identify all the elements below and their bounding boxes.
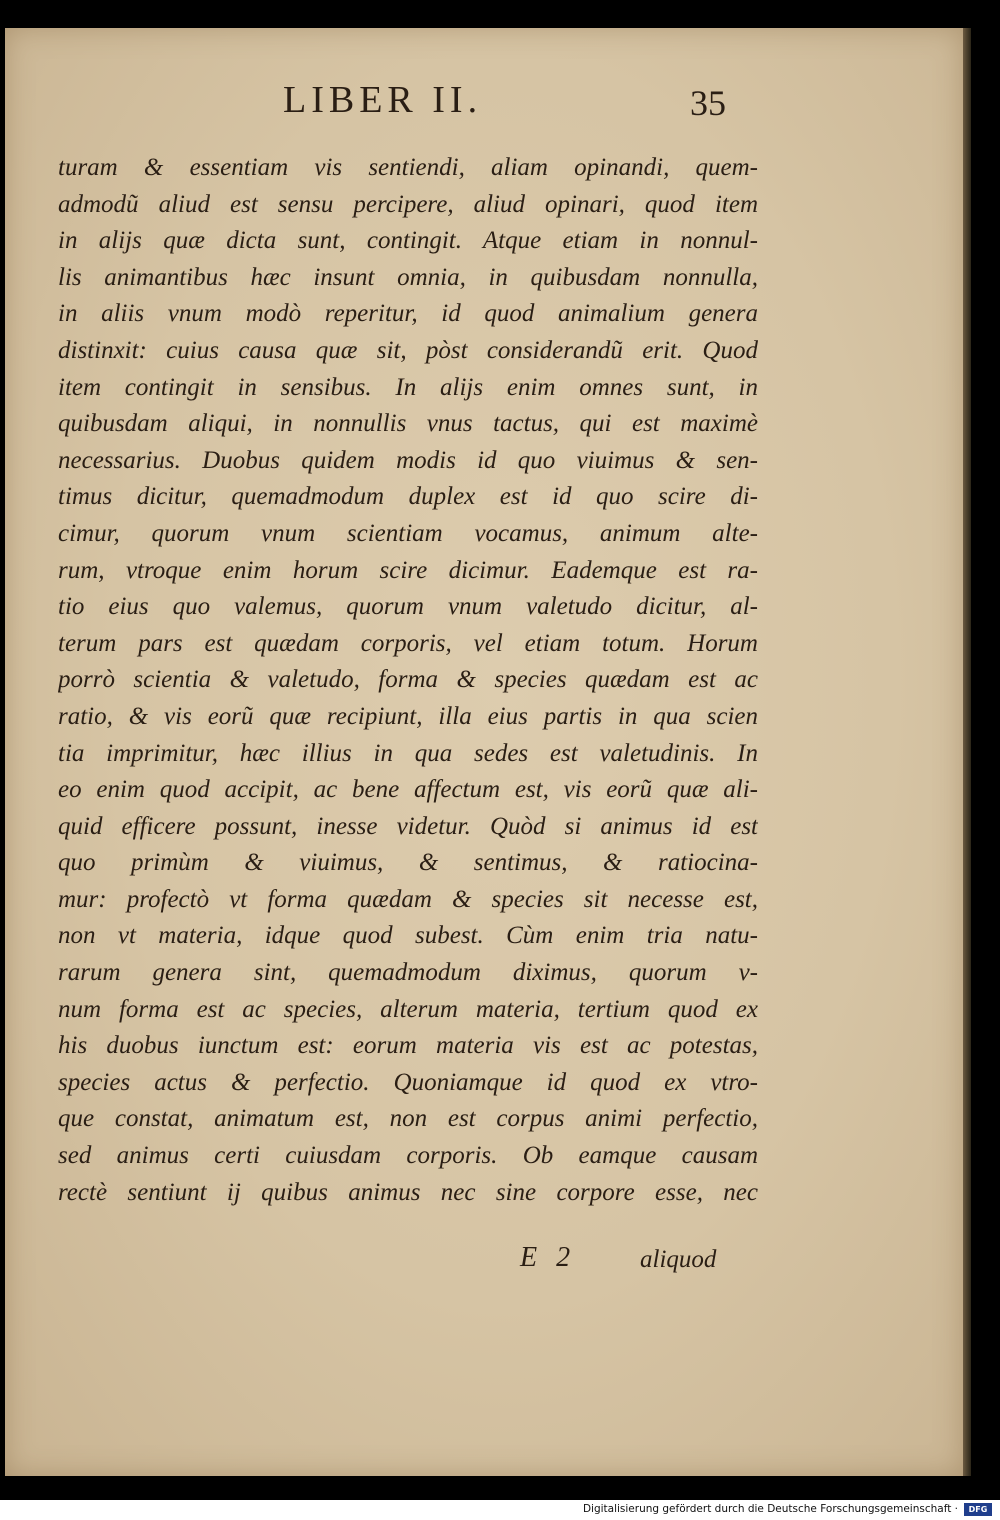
text-line: quo primùm & viuimus, & sentimus, & ratiocina- xyxy=(58,849,758,877)
footer-bar xyxy=(0,1500,1000,1520)
text-line: necessarius. Duobus quidem modis id quo viuimus & sen- xyxy=(58,446,758,474)
text-line: species actus & perfectio. Quoniamque id quod ex vtro- xyxy=(58,1068,758,1096)
catchword: aliquod xyxy=(640,1246,717,1273)
text-line: que constat, animatum est, non est corpus animi perfectio, xyxy=(58,1105,758,1133)
body-text xyxy=(58,150,758,1211)
running-head-title: LIBER II. xyxy=(283,79,483,121)
text-line: his duobus iunctum est: eorum materia vis est ac potestas, xyxy=(58,1032,758,1060)
text-line: distinxit: cuius causa quæ sit, pòst considerandũ erit. Quod xyxy=(58,336,758,364)
dfg-logo-icon: DFG xyxy=(964,1503,992,1516)
text-line: admodũ aliud est sensu percipere, aliud opinari, quod item xyxy=(58,190,758,218)
signature-line xyxy=(0,1242,1000,1282)
text-line: timus dicitur, quemadmodum duplex est id quo scire di- xyxy=(58,483,758,511)
text-line: quibusdam aliqui, in nonnullis vnus tactus, qui est maximè xyxy=(58,410,758,438)
text-line: in alijs quæ dicta sunt, contingit. Atque etiam in nonnul- xyxy=(58,227,758,255)
text-line: mur: profectò vt forma quædam & species sit necesse est, xyxy=(58,885,758,913)
signature-mark: E 2 xyxy=(520,1242,577,1273)
text-line: rectè sentiunt ij quibus animus nec sine corpore esse, nec xyxy=(58,1178,758,1206)
text-line: tia imprimitur, hæc illius in qua sedes est valetudinis. In xyxy=(58,739,758,767)
text-line: ratio, & vis eorũ quæ recipiunt, illa eius partis in qua scien xyxy=(58,702,758,730)
text-line: tio eius quo valemus, quorum vnum valetudo dicitur, al- xyxy=(58,593,758,621)
text-line: quid efficere possunt, inesse videtur. Quòd si animus id est xyxy=(58,812,758,840)
text-line: rarum genera sint, quemadmodum diximus, quorum v- xyxy=(58,959,758,987)
running-head xyxy=(0,78,1000,138)
page-number: 35 xyxy=(690,83,726,123)
text-line: lis animantibus hæc insunt omnia, in quibusdam nonnulla, xyxy=(58,263,758,291)
text-line: in aliis vnum modò reperitur, id quod animalium genera xyxy=(58,300,758,328)
text-line: terum pars est quædam corporis, vel etiam totum. Horum xyxy=(58,629,758,657)
text-line: sed animus certi cuiusdam corporis. Ob eamque causam xyxy=(58,1142,758,1170)
text-line: item contingit in sensibus. In alijs enim omnes sunt, in xyxy=(58,373,758,401)
text-line: eo enim quod accipit, ac bene affectum est, vis eorũ quæ ali- xyxy=(58,776,758,804)
footer-credit: Digitalisierung gefördert durch die Deutsche Forschungsgemeinschaft · xyxy=(582,1503,958,1515)
text-line: porrò scientia & valetudo, forma & species quædam est ac xyxy=(58,666,758,694)
text-line: rum, vtroque enim horum scire dicimur. Eademque est ra- xyxy=(58,556,758,584)
text-line: non vt materia, idque quod subest. Cùm enim tria natu- xyxy=(58,922,758,950)
text-line: cimur, quorum vnum scientiam vocamus, animum alte- xyxy=(58,519,758,547)
text-line: num forma est ac species, alterum materia, tertium quod ex xyxy=(58,995,758,1023)
text-line: turam & essentiam vis sentiendi, aliam opinandi, quem- xyxy=(58,154,758,181)
